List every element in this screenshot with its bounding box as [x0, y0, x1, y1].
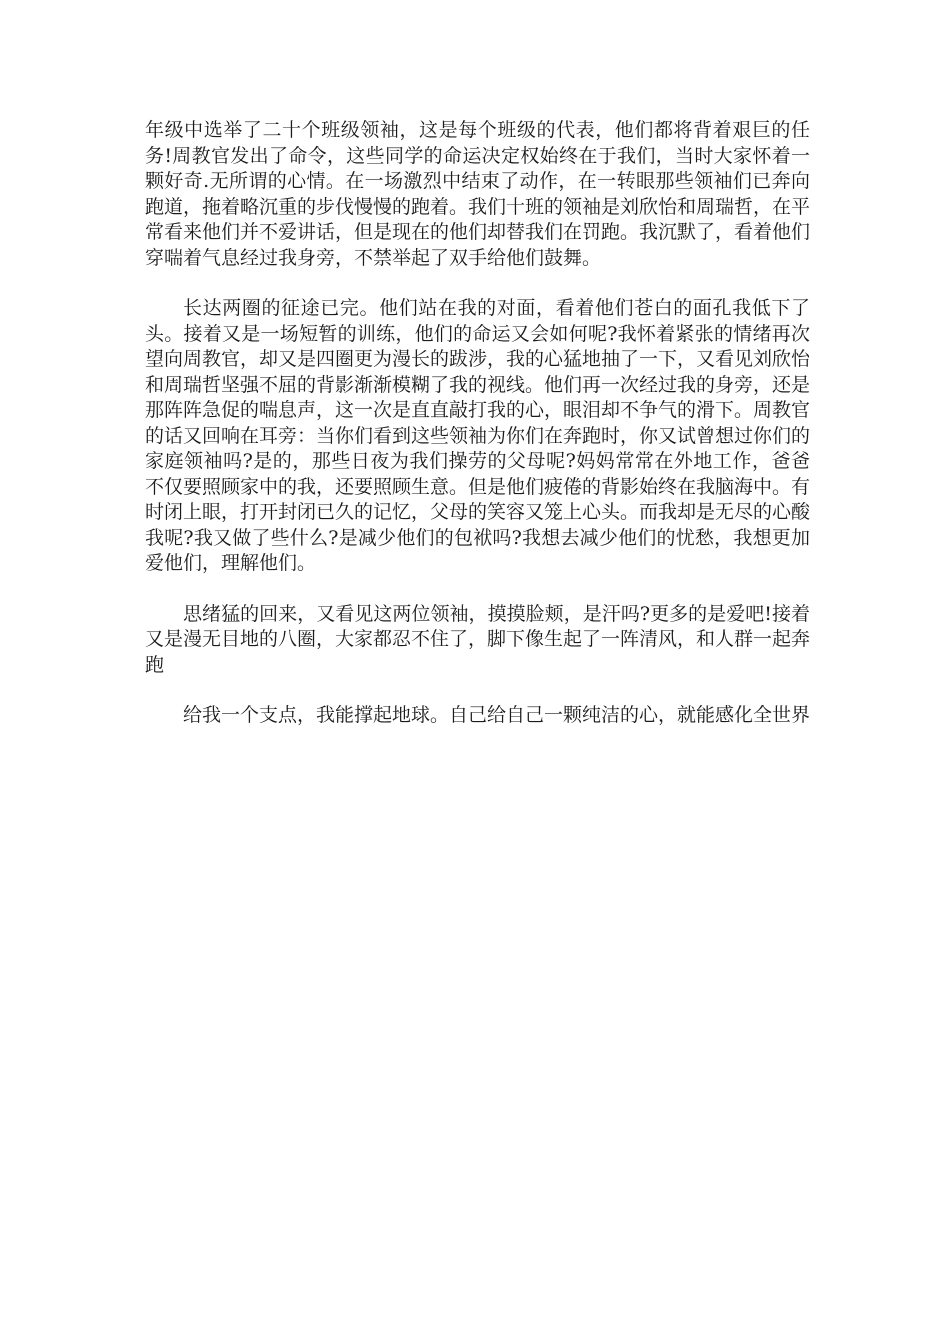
paragraph-spacer — [145, 271, 810, 296]
document-body — [145, 118, 810, 729]
paragraph-4: 给我一个支点，我能撑起地球。自己给自己一颗纯洁的心，就能感化全世界 — [183, 704, 811, 726]
paragraph-1: 年级中选举了二十个班级领袖，这是每个班级的代表，他们都将背着艰巨的任务!周教官发出了命令，这些同学的命运决定权始终在于我们，当时大家怀着一颗好奇.无所谓的心情。在一场激烈中结束了动作，在一转眼那些领袖们已奔向跑道，拖着略沉重的步伐慢慢的跑着。我们十班的领袖是刘欣怡和周瑞哲，在平常看来他们并不爱讲话，但是现在的他们却替我们在罚跑。我沉默了，看着他们穿喘着气息经过我身旁，不禁举起了双手给他们鼓舞。 — [145, 119, 811, 269]
paragraph-spacer — [145, 577, 810, 602]
paragraph-2: 长达两圈的征途已完。他们站在我的对面，看着他们苍白的面孔我低下了头。接着又是一场短暂的训练，他们的命运又会如何呢?我怀着紧张的情绪再次望向周教官，却又是四圈更为漫长的跋涉，我的心猛地抽了一下，又看见刘欣怡和周瑞哲坚强不屈的背影渐渐模糊了我的视线。他们再一次经过我的身旁，还是那阵阵急促的喘息声，这一次是直直敲打我的心，眼泪却不争气的滑下。周教官的话又回响在耳旁：当你们看到这些领袖为你们在奔跑时，你又试曾想过你们的家庭领袖吗?是的，那些日夜为我们操劳的父母呢?妈妈常常在外地工作，爸爸不仅要照顾家中的我，还要照顾生意。但是他们疲倦的背影始终在我脑海中。有时闭上眼，打开封闭已久的记忆，父母的笑容又笼上心头。而我却是无尽的心酸我呢?我又做了些什么?是减少他们的包袱吗?我想去减少他们的忧愁，我想更加爱他们，理解他们。 — [145, 297, 811, 574]
paragraph-spacer — [145, 678, 810, 703]
paragraph-3: 思绪猛的回来，又看见这两位领袖，摸摸脸颊，是汗吗?更多的是爱吧!接着又是漫无目地的八圈，大家都忍不住了，脚下像生起了一阵清风，和人群一起奔跑 — [145, 602, 811, 676]
